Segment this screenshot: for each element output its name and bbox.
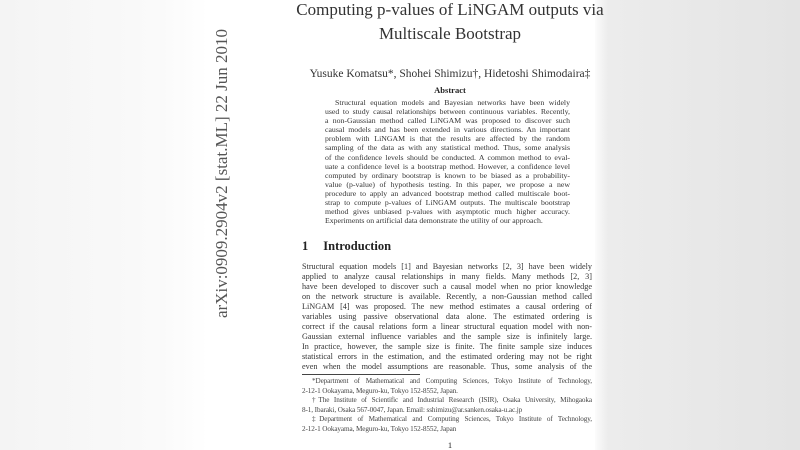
abstract-line: problem with LiNGAM is that the results are affected by the random: [325, 134, 570, 144]
footnote-line: †The Institute of Scientific and Industrial Research (ISIR), Osaka University, Mihogaoka: [312, 396, 592, 404]
abstract-line: uate a confidence level is a bootstrap method. However, a confidence level: [325, 161, 570, 171]
footnote-line: 2-12-1 Ookayama, Meguro-ku, Tokyo 152-8552, Japan.: [302, 386, 458, 395]
section-title: Introduction: [323, 239, 392, 253]
abstract-line: a non-Gaussian method called LiNGAM was proposed to discover such: [325, 116, 570, 126]
abstract-line: procedure to apply an advanced bootstrap method called multiscale boot-: [325, 188, 570, 198]
arxiv-identifier: arXiv:0909.2904v2 [stat.ML] 22 Jun 2010: [212, 29, 231, 318]
body-line: have been developed to discover such a causal model when no prior knowledge: [302, 282, 592, 291]
footnote-line: 8-1, Ibaraki, Osaka 567-0047, Japan. Email: sshimizu@ar.sanken.osaka-u.ac.jp: [302, 405, 523, 414]
footnotes: [302, 377, 592, 434]
abstract-line: causal models and has been extended in various directions. An important: [325, 125, 570, 135]
section-heading: [302, 239, 406, 254]
footnote-line: *Department of Mathematical and Computing Sciences, Tokyo Institute of Technology,: [312, 377, 592, 385]
body-line: In practice, however, the sample size is finite. The finite sample size induces: [302, 342, 592, 351]
body-text: [302, 262, 592, 372]
page-number: 1: [447, 440, 453, 450]
abstract-line: used to study causal relationships between continuous variables. Recently,: [325, 107, 570, 117]
abstract: [325, 98, 570, 225]
abstract-line: computed by ordinary bootstrap is known to be biased as a probability-: [325, 170, 570, 180]
abstract-heading: Abstract: [434, 85, 466, 95]
body-line: Gaussian external influence variables and the sample size is infinitely large.: [302, 332, 592, 341]
abstract-line: method gives unbiased p-values with asymptotic much higher accuracy.: [325, 207, 570, 217]
body-line: statistical errors in the estimation, and the estimated ordering may not be right: [302, 352, 592, 361]
abstract-line: Structural equation models and Bayesian networks have been widely: [335, 98, 570, 107]
section-number: 1: [302, 239, 309, 253]
body-line: variables using passive observational data alone. The estimated ordering is: [302, 312, 592, 321]
body-line: LiNGAM [4] was proposed. The new method estimates a causal ordering of: [302, 302, 592, 311]
abstract-line: value (p-value) of hypothesis testing. In this paper, we propose a new: [325, 179, 570, 189]
body-line: applied to analyze causal relationships in many fields. Many methods [2, 3]: [302, 272, 592, 281]
body-line: even when the model assumptions are reasonable. Thus, some analysis of the: [302, 362, 592, 371]
body-line: correct if the causal relations form a linear structural equation model with non-: [302, 322, 592, 331]
footnote-line: 2-12-1 Ookayama, Meguro-ku, Tokyo 152-8552, Japan: [302, 424, 457, 433]
authors: Yusuke Komatsu*, Shohei Shimizu†, Hidetoshi Shimodaira‡: [309, 68, 591, 80]
abstract-line: strap to compute p-values of LiNGAM outputs. The multiscale bootstrap: [325, 198, 570, 208]
body-line: on the network structure is available. Recently, a non-Gaussian method called: [302, 292, 592, 301]
body-line: Structural equation models [1] and Bayesian networks [2, 3] have been widely: [302, 262, 592, 271]
abstract-line: of the confidence levels should be conducted. A common method to eval-: [325, 152, 570, 162]
paper-title-line-1: Computing p-values of LiNGAM outputs via: [296, 0, 604, 19]
abstract-line: Experiments on artificial data demonstrate the utility of our approach.: [325, 216, 543, 226]
footnote-rule: [302, 374, 420, 375]
paper-title-line-2: Multiscale Bootstrap: [378, 24, 522, 43]
abstract-line: sampling of the data as with any statistical method. Thus, some analysis: [325, 143, 570, 153]
footnote-line: ‡Department of Mathematical and Computing Sciences, Tokyo Institute of Technology,: [312, 415, 592, 423]
